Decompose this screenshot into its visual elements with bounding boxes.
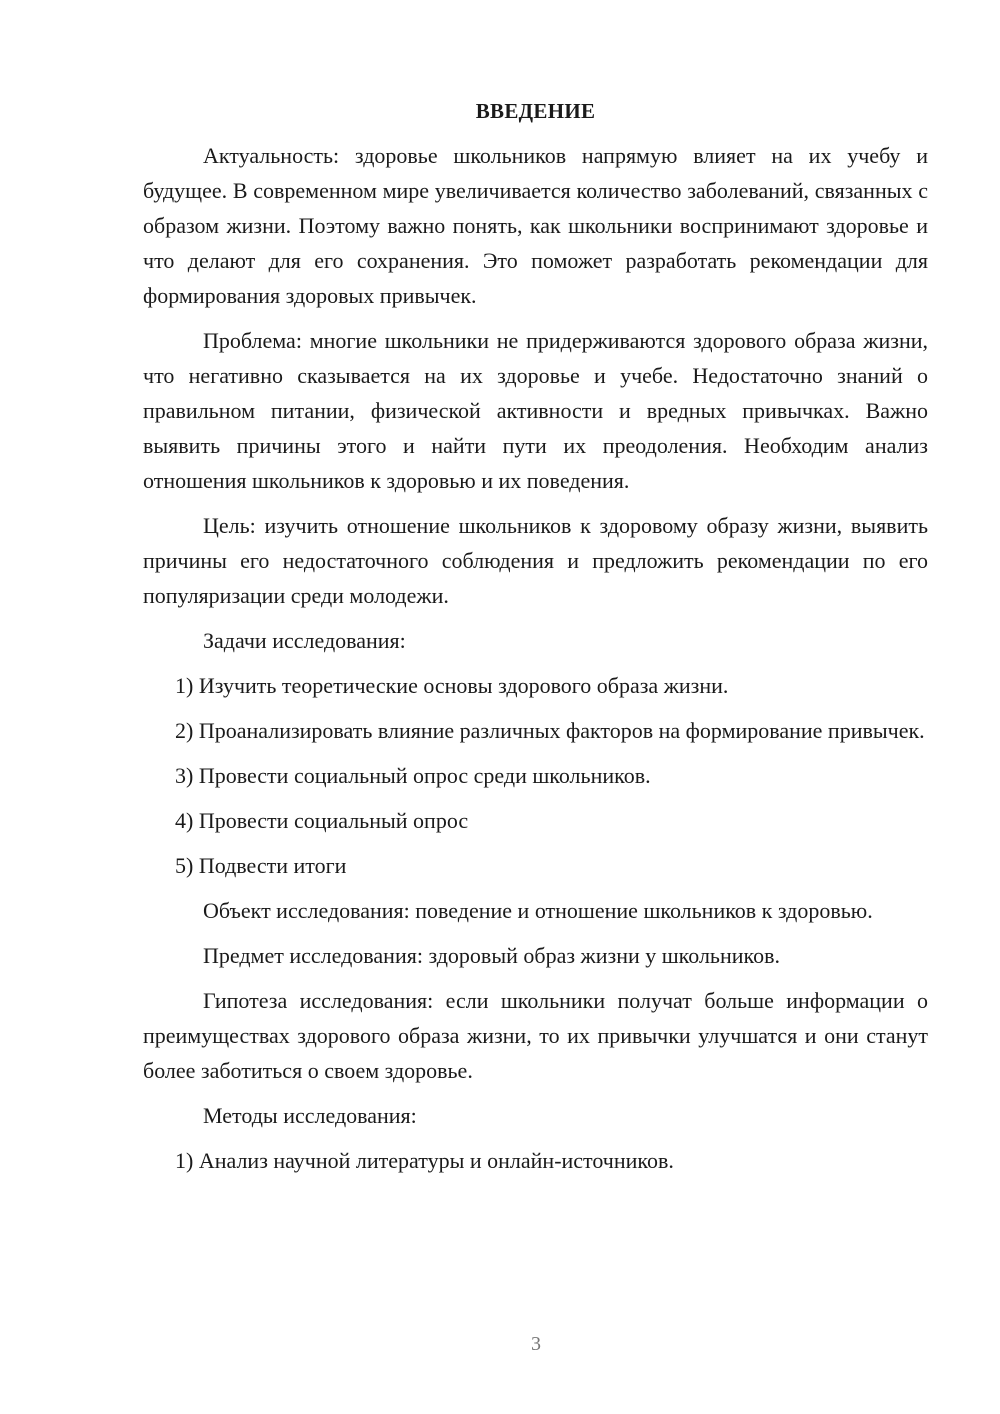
subject-paragraph: Предмет исследования: здоровый образ жизни у школьников. — [203, 943, 780, 968]
object-paragraph: Объект исследования: поведение и отношение школьников к здоровью. — [203, 898, 873, 923]
page-number: 3 — [531, 1333, 541, 1355]
task-item-1: 1) Изучить теоретические основы здорового образа жизни. — [175, 673, 729, 698]
goal-paragraph: Цель: изучить отношение школьников к здоровому образу жизни, выявить причины его недостаточного соблюдения и предложить рекомендации по его популяризации среди молодежи. — [143, 513, 928, 608]
page-content — [143, 94, 928, 1188]
task-item-2: 2) Проанализировать влияние различных факторов на формирование привычек. — [175, 718, 925, 743]
methods-heading: Методы исследования: — [203, 1103, 417, 1128]
section-title: ВВЕДЕНИЕ — [475, 99, 596, 123]
method-item-1: 1) Анализ научной литературы и онлайн-источников. — [175, 1148, 674, 1173]
relevance-paragraph: Актуальность: здоровье школьников напрямую влияет на их учебу и будущее. В современном мире увеличивается количество заболеваний, связанных с образом жизни. Поэтому важно понять, как школьники воспринимают здоровье и что делают для его сохранения. Это поможет разработать рекомендации для формирования здоровых привычек. — [143, 143, 928, 308]
task-item-5: 5) Подвести итоги — [175, 853, 347, 878]
tasks-heading: Задачи исследования: — [203, 628, 406, 653]
problem-paragraph: Проблема: многие школьники не придерживаются здорового образа жизни, что негативно сказывается на их здоровье и учебе. Недостаточно знаний о правильном питании, физической активности и вредных привычках. Важно выявить причины этого и найти пути их преодоления. Необходим анализ отношения школьников к здоровью и их поведения. — [143, 328, 928, 493]
hypothesis-paragraph: Гипотеза исследования: если школьники получат больше информации о преимуществах здорового образа жизни, то их привычки улучшатся и они станут более заботиться о своем здоровье. — [143, 988, 928, 1083]
task-item-4: 4) Провести социальный опрос — [175, 808, 469, 833]
task-item-3: 3) Провести социальный опрос среди школьников. — [175, 763, 651, 788]
